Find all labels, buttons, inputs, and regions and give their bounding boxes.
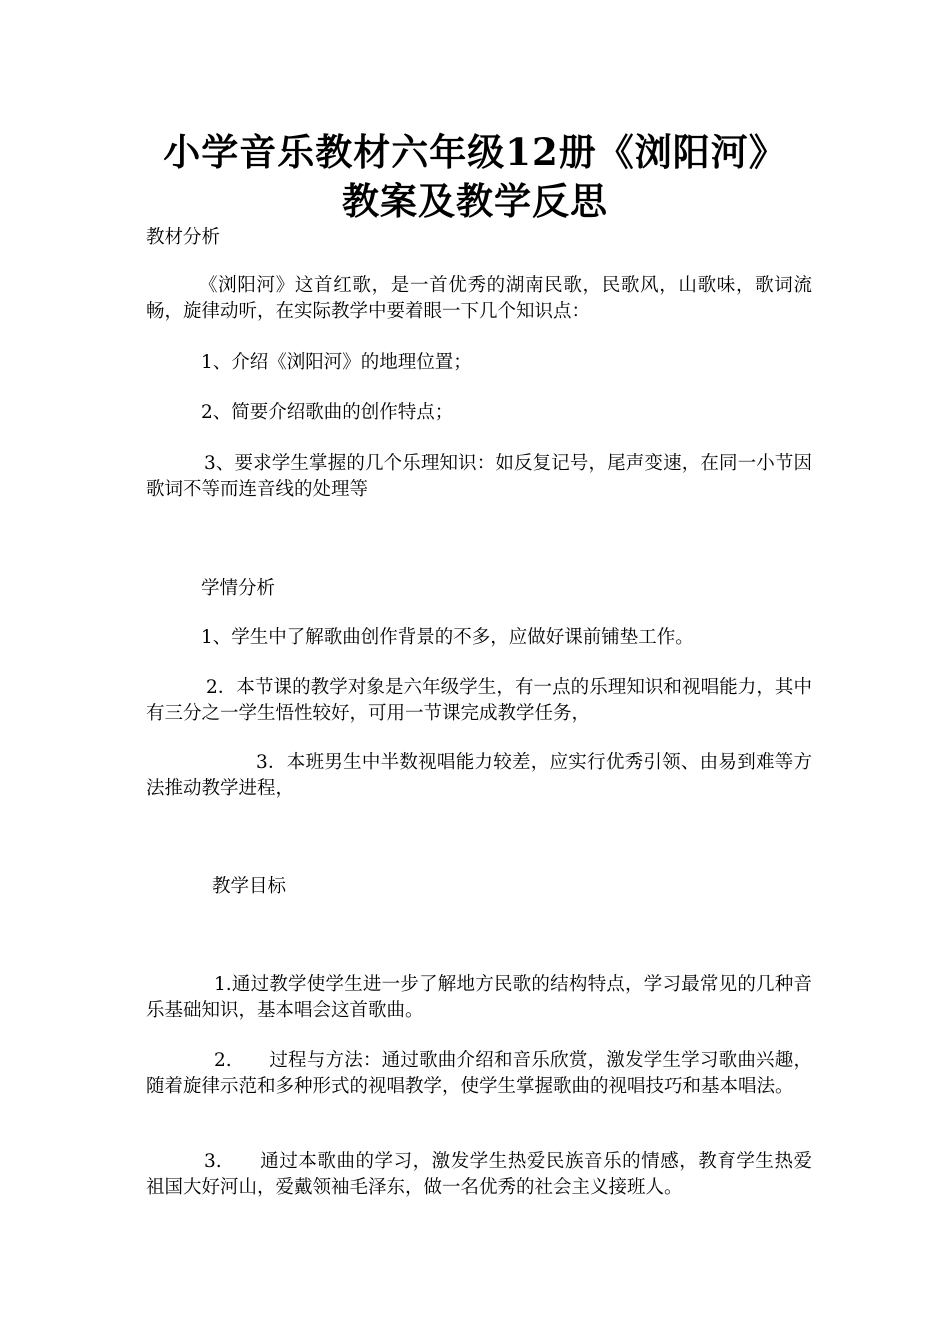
list-item: 1、介绍《浏阳河》的地理位置； xyxy=(201,352,472,373)
list-item: 3．本班男生中半数视唱能力较差，应实行优秀引领、由易到难等方法推动教学进程， xyxy=(146,752,812,799)
list-item: 1、学生中了解歌曲创作背景的不多，应做好课前铺垫工作。 xyxy=(201,627,694,648)
list-item: 2．本节课的教学对象是六年级学生，有一点的乐理知识和视唱能力，其中有三分之一学生悟性较好，可用一节课完成教学任务， xyxy=(146,677,812,724)
document-title-line-2: 教案及教学反思 xyxy=(342,179,608,223)
document-title-line-1: 小学音乐教材六年级12册《浏阳河》 xyxy=(163,130,787,174)
paragraph: 《浏阳河》这首红歌，是一首优秀的湖南民歌，民歌风，山歌味，歌词流畅，旋律动听，在实际教学中要着眼一下几个知识点： xyxy=(146,275,812,322)
list-item: 1.通过教学使学生进一步了解地方民歌的结构特点，学习最常见的几种音乐基础知识，基本唱会这首歌曲。 xyxy=(146,974,812,1021)
section-heading-textbook-analysis: 教材分析 xyxy=(146,227,221,248)
list-item: 3、要求学生掌握的几个乐理知识：如反复记号，尾声变速，在同一小节因歌词不等而连音线的处理等 xyxy=(146,453,812,500)
section-heading-student-analysis: 学情分析 xyxy=(201,578,276,599)
list-item: 2、简要介绍歌曲的创作特点； xyxy=(201,402,454,423)
list-item: 2. 过程与方法：通过歌曲介绍和音乐欣赏，激发学生学习歌曲兴趣，随着旋律示范和多种形式的视唱教学，使学生掌握歌曲的视唱技巧和基本唱法。 xyxy=(146,1050,812,1097)
list-item: 3. 通过本歌曲的学习，激发学生热爱民族音乐的情感，教育学生热爱祖国大好河山，爱戴领袖毛泽东，做一名优秀的社会主义接班人。 xyxy=(146,1151,812,1198)
section-heading-teaching-goals: 教学目标 xyxy=(212,876,287,897)
